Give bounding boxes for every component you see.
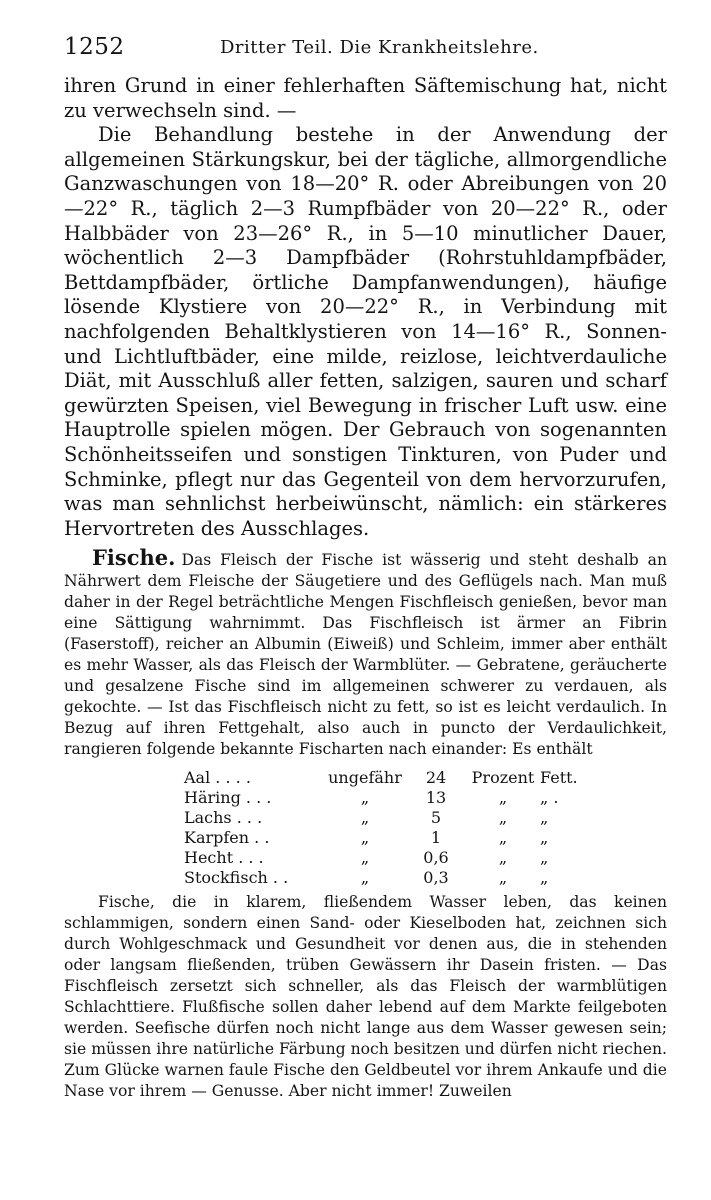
fat-value: 13: [425, 788, 447, 808]
fische-section: [64, 547, 667, 1102]
unit-label-2: „: [540, 828, 549, 848]
table-row: [184, 788, 600, 808]
approx-label: „: [360, 808, 370, 828]
approx-label: „: [360, 868, 370, 888]
unit-label-2: „: [540, 848, 549, 868]
fat-content-table: [184, 768, 600, 888]
fish-name: Häring . . .: [184, 788, 272, 808]
table-row: [184, 848, 600, 868]
unit-label: „: [498, 828, 508, 848]
unit-label-2: „: [540, 868, 549, 888]
unit-label: „: [498, 868, 508, 888]
paragraph-treatment: Die Behandlung bestehe in der Anwendung der allgemeinen Stärkungskur, bei der tägliche, allmorgendliche Ganzwaschungen von 18—20° R. oder Abreibungen von 20—22° R., täglich 2—3 Rumpfbäder von 20—22° R., oder Halbbäder von 23—26° R., in 5—10 minutlicher Dauer, wöchentlich 2—3 Dampfbäder (Rohrstuhldampfbäder, Bettdampfbäder, örtliche Dampfanwendungen), häufige lösende Klystiere von 20—22° R., in Verbindung mit nachfolgenden Behaltklystieren von 14—16° R., Sonnen- und Lichtluftbäder, eine milde, reizlose, leichtverdauliche Diät, mit Ausschluß aller fetten, salzigen, sauren und scharf gewürzten Speisen, viel Bewegung in frischer Luft usw. eine Hauptrolle spielen mögen. Der Gebrauch von sogenannten Schönheitsseifen und sonstigen Tinkturen, von Puder und Schminke, pflegt nur das Gegenteil von dem hervorzurufen, was man sehnlichst herbeiwünscht, nämlich: ein stärkeres Hervortreten des Ausschlages.: [64, 123, 667, 540]
fische-text: Das Fleisch der Fische ist wässerig und steht deshalb an Nährwert dem Fleische der Säugetiere und des Geflügels nach. Man muß daher in der Regel beträchtliche Mengen Fischfleisch genießen, bevor man eine Sättigung wahrnimmt. Das Fischfleisch ist ärmer an Fibrin (Faserstoff), reicher an Albumin (Eiweiß) und Schleim, immer aber enthält es mehr Wasser, als das Fleisch der Warmblüter. — Gebratene, geräucherte und gesalzene Fische sind im allgemeinen schwerer zu verdauen, als gekochte. — Ist das Fischfleisch nicht zu fett, so ist es leicht verdaulich. In Bezug auf ihren Fettgehalt, also auch in puncto der Verdaulichkeit, rangieren folgende bekannte Fischarten nach einander: Es enthält: [64, 551, 667, 759]
fische-followup-paragraph: Fische, die in klarem, fließendem Wasser leben, das keinen schlammigen, sondern einen Sand- oder Kieselboden hat, zeichnen sich durch Wohlgeschmack und Gesundheit vor denen aus, die in stehenden oder langsam fließenden, trüben Gewässern ihr Dasein fristen. — Das Fischfleisch zersetzt sich schneller, als das Fleisch der warmblütigen Schlachttiere. Flußfische sollen daher lebend auf dem Markte feilgeboten werden. Seefische dürfen noch nicht lange aus dem Wasser gewesen sein; sie müssen ihre natürliche Färbung noch besitzen und dürfen nicht riechen. Zum Glücke warnen faule Fische den Geldbeutel vor ihrem Ankaufe und die Nase vor ihrem — Genusse. Aber nicht immer! Zuweilen: [64, 893, 667, 1101]
fische-heading: Fische.: [92, 545, 176, 571]
fat-value: 5: [430, 808, 442, 828]
approx-label: „: [360, 848, 370, 868]
approx-label: „: [360, 788, 370, 808]
table-row: [184, 828, 600, 848]
page-number: 1252: [64, 34, 125, 60]
fat-value: 0,6: [423, 848, 449, 868]
fat-value: 1: [430, 828, 442, 848]
unit-label: „: [498, 848, 508, 868]
page-header: [64, 34, 667, 74]
approx-label: ungefähr: [328, 768, 402, 788]
approx-label: „: [360, 828, 370, 848]
fish-name: Karpfen . .: [184, 828, 270, 848]
unit-label: „: [498, 808, 508, 828]
running-title: Dritter Teil. Die Krankheitslehre.: [220, 37, 539, 58]
fat-value: 0,3: [423, 868, 449, 888]
fish-name: Lachs . . .: [184, 808, 263, 828]
fat-value: 24: [425, 768, 447, 788]
fische-paragraph: [64, 547, 667, 760]
paragraph-continuation: ihren Grund in einer fehlerhaften Säftemischung hat, nicht zu verwechseln sind. —: [64, 74, 667, 122]
table-row: [184, 768, 600, 788]
table-row: [184, 868, 600, 888]
unit-label-2: „ .: [540, 788, 559, 808]
main-text: [64, 74, 667, 541]
unit-label-2: Fett.: [540, 768, 578, 788]
unit-label: Prozent: [471, 768, 535, 788]
fish-name: Stockfisch . .: [184, 868, 289, 888]
unit-label: „: [498, 788, 508, 808]
unit-label-2: „: [540, 808, 549, 828]
table-row: [184, 808, 600, 828]
fish-name: Aal . . . .: [184, 768, 251, 788]
fish-name: Hecht . . .: [184, 848, 264, 868]
